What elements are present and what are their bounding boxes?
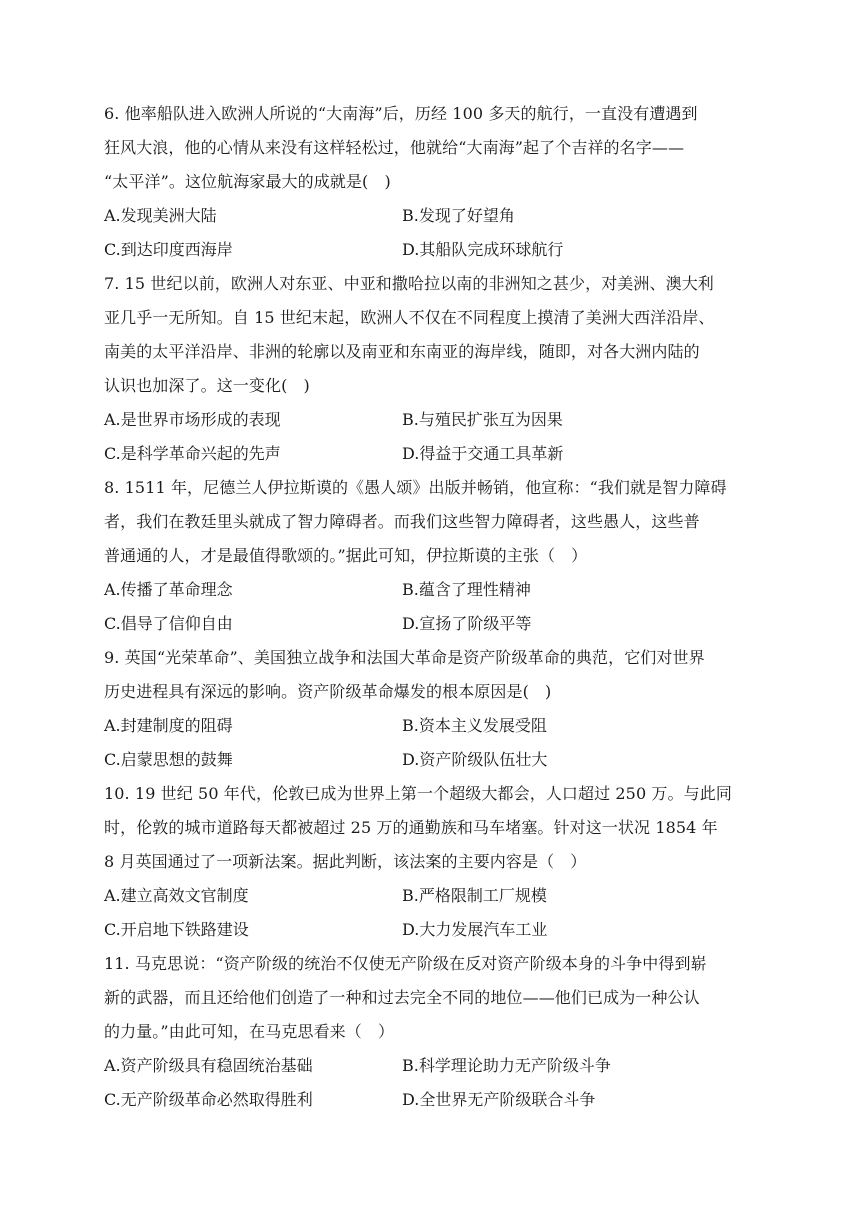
option-b: B.资本主义发展受阻 (402, 716, 547, 735)
question-11 (104, 947, 776, 1117)
option-c: C.开启地下铁路建设 (104, 920, 249, 939)
question-stem-line: 者，我们在教廷里头就成了智力障碍者。而我们这些智力障碍者，这些愚人，这些普 (104, 512, 700, 531)
question-stem-line: 的力量。”由此可知，在马克思看来（ ） (104, 1022, 395, 1041)
question-stem-line: 8 月英国通过了一项新法案。据此判断，该法案的主要内容是（ ） (104, 852, 587, 871)
options-row (104, 403, 776, 437)
options-row (104, 1083, 776, 1117)
options-row (104, 743, 776, 777)
option-d: D.资产阶级队伍壮大 (402, 750, 548, 769)
options-row (104, 573, 776, 607)
options-row (104, 879, 776, 913)
option-b: B.与殖民扩张互为因果 (402, 410, 563, 429)
options-row (104, 199, 776, 233)
question-stem-line: 认识也加深了。这一变化( ) (104, 376, 310, 395)
option-b: B.蕴含了理性精神 (402, 580, 531, 599)
option-a: A.资产阶级具有稳固统治基础 (104, 1056, 313, 1075)
question-stem-line: 11. 马克思说：“资产阶级的统治不仅使无产阶级在反对资产阶级本身的斗争中得到崭 (104, 954, 707, 973)
option-a: A.封建制度的阻碍 (104, 716, 233, 735)
options-row (104, 233, 776, 267)
question-stem-line: 历史进程具有深远的影响。资产阶级革命爆发的根本原因是( ) (104, 682, 552, 701)
exam-page (104, 97, 776, 1117)
question-stem-line: 亚几乎一无所知。自 15 世纪末起，欧洲人不仅在不同程度上摸清了美洲大西洋沿岸、 (104, 308, 715, 327)
question-stem-line: 8. 1511 年，尼德兰人伊拉斯谟的《愚人颂》出版并畅销，他宣称：“我们就是智力障碍 (104, 478, 727, 497)
option-d: D.其船队完成环球航行 (402, 240, 564, 259)
options-row (104, 913, 776, 947)
options-row (104, 437, 776, 471)
option-d: D.得益于交通工具革新 (402, 444, 564, 463)
options-row (104, 1049, 776, 1083)
option-c: C.倡导了信仰自由 (104, 614, 233, 633)
question-stem-line: 时，伦敦的城市道路每天都被超过 25 万的通勤族和马车堵塞。针对这一状况 1854 年 (104, 818, 718, 837)
question-stem-line: 10. 19 世纪 50 年代，伦敦已成为世界上第一个超级大都会，人口超过 250 万。与此同 (104, 784, 732, 803)
option-c: C.到达印度西海岸 (104, 240, 233, 259)
option-a: A.是世界市场形成的表现 (104, 410, 281, 429)
question-stem-line: 新的武器，而且还给他们创造了一种和过去完全不同的地位——他们已成为一种公认 (104, 988, 700, 1007)
question-7 (104, 267, 776, 471)
option-a: A.建立高效文官制度 (104, 886, 249, 905)
option-c: C.是科学革命兴起的先声 (104, 444, 281, 463)
option-a: A.发现美洲大陆 (104, 206, 217, 225)
option-d: D.大力发展汽车工业 (402, 920, 548, 939)
question-9 (104, 641, 776, 777)
option-b: B.科学理论助力无产阶级斗争 (402, 1056, 611, 1075)
option-b: B.发现了好望角 (402, 206, 515, 225)
question-stem-line: 普通通的人，才是最值得歌颂的。”据此可知，伊拉斯谟的主张（ ） (104, 546, 588, 565)
option-c: C.无产阶级革命必然取得胜利 (104, 1090, 313, 1109)
option-d: D.宣扬了阶级平等 (402, 614, 532, 633)
question-8 (104, 471, 776, 641)
question-stem-line: “太平洋”。这位航海家最大的成就是( ) (104, 172, 391, 191)
question-stem-line: 6. 他率船队进入欧洲人所说的“大南海”后，历经 100 多天的航行，一直没有遭遇到 (104, 104, 698, 123)
option-d: D.全世界无产阶级联合斗争 (402, 1090, 596, 1109)
options-row (104, 607, 776, 641)
question-stem-line: 7. 15 世纪以前，欧洲人对东亚、中亚和撒哈拉以南的非洲知之甚少，对美洲、澳大利 (104, 274, 714, 293)
question-stem-line: 9. 英国“光荣革命”、美国独立战争和法国大革命是资产阶级革命的典范，它们对世界 (104, 648, 705, 667)
question-stem-line: 狂风大浪，他的心情从来没有这样轻松过，他就给“大南海”起了个吉祥的名字—— (104, 138, 685, 157)
question-6 (104, 97, 776, 267)
option-c: C.启蒙思想的鼓舞 (104, 750, 233, 769)
question-stem-line: 南美的太平洋沿岸、非洲的轮廓以及南亚和东南亚的海岸线，随即，对各大洲内陆的 (104, 342, 700, 361)
options-row (104, 709, 776, 743)
option-a: A.传播了革命理念 (104, 580, 233, 599)
question-10 (104, 777, 776, 947)
option-b: B.严格限制工厂规模 (402, 886, 547, 905)
